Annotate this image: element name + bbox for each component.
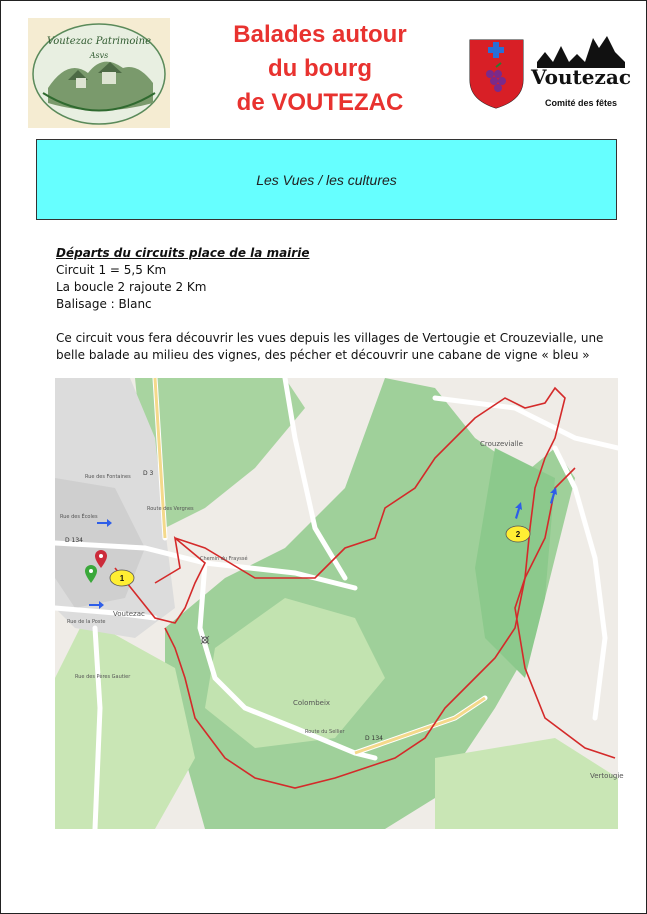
viewpoint-icon (201, 636, 209, 644)
road-label-fontaines: Rue des Fontaines (85, 474, 131, 480)
road-label-d3: D 3 (143, 470, 154, 477)
comite-logo (465, 18, 632, 114)
info-line-loop2: La boucle 2 rajoute 2 Km (56, 280, 207, 294)
road-label-ecoles: Rue des Écoles (60, 514, 98, 520)
logo-right-name: Voutezac (530, 65, 632, 89)
coat-of-arms-icon (470, 40, 523, 108)
marker-2-badge (506, 526, 530, 542)
marker-1-badge (110, 570, 134, 586)
road-label-sellier: Route du Sellier (305, 729, 345, 735)
info-section (56, 245, 626, 364)
road-label-peres-gautier: Rue des Pères Gautier (75, 674, 131, 680)
logo-left-subtext: Asvs (89, 51, 109, 60)
logo-right-caption: Comité des fêtes (544, 98, 618, 108)
subtitle-box (36, 139, 617, 220)
place-colombeix: Colombeix (293, 699, 331, 707)
patrimoine-logo (28, 18, 170, 128)
place-voutezac: Voutezac (113, 610, 145, 618)
place-crouzevialle: Crouzevialle (480, 440, 523, 448)
road-label-poste: Rue de la Poste (67, 619, 106, 625)
logo-left-text: Voutezac Patrimoine (46, 36, 152, 47)
description-text: Ce circuit vous fera découvrir les vues depuis les villages de Vertougie et Crouzevialle, une belle balade au milieu des vignes, des pécher et découvrir une cabane de vigne « bleu » (56, 331, 604, 362)
info-line-circuit1: Circuit 1 = 5,5 Km (56, 263, 167, 277)
marker-2-label: 2 (515, 530, 521, 539)
road-label-frayse: Chemin du Frayssé (200, 556, 248, 562)
title-line-1: Balades autour (233, 21, 407, 48)
route-map (55, 378, 624, 829)
departure-heading: Départs du circuits place de la mairie (56, 246, 310, 260)
title-line-3: de VOUTEZAC (236, 89, 404, 116)
road-label-vergnes: Route des Vergnes (147, 506, 194, 512)
page-title (205, 18, 435, 120)
marker-1-label: 1 (119, 574, 125, 583)
title-line-2: du bourg (268, 55, 372, 82)
place-vertougie: Vertougie (590, 772, 624, 780)
info-line-marking: Balisage : Blanc (56, 297, 152, 311)
road-label-d134-west: D 134 (65, 537, 83, 544)
road-label-d134-east: D 134 (365, 735, 383, 742)
subtitle-text: Les Vues / les cultures (256, 171, 397, 188)
